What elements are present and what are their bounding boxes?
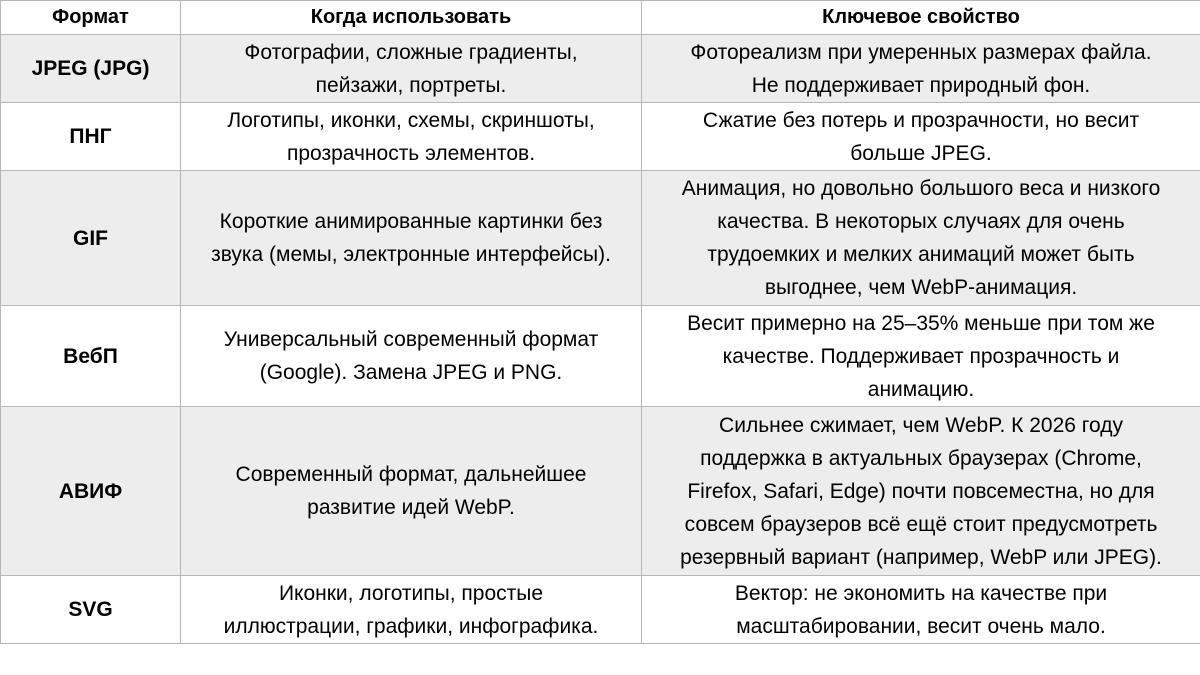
format-cell: JPEG (JPG)	[1, 35, 181, 103]
property-cell	[642, 576, 1200, 644]
table-row-jpeg	[1, 35, 1200, 103]
header-format: Формат	[1, 1, 181, 35]
when-line: развитие идей WebP.	[307, 496, 515, 519]
property-line: Не поддерживает природный фон.	[751, 73, 1091, 97]
property-line: Весит примерно на 25–35% меньше при том же	[687, 311, 1155, 335]
table-row-svg	[1, 576, 1200, 644]
property-cell	[642, 171, 1200, 306]
when-line: иллюстрации, графики, инфографика.	[223, 614, 599, 638]
format-cell: ВебП	[1, 306, 181, 407]
property-line: больше JPEG.	[850, 141, 992, 165]
property-line: анимацию.	[867, 377, 975, 401]
header-when: Когда использовать	[181, 1, 642, 35]
format-cell: GIF	[1, 171, 181, 306]
table-row-png	[1, 103, 1200, 171]
header-row	[1, 1, 1200, 35]
when-cell	[181, 171, 642, 306]
property-line: Сильнее сжимает, чем WebP. К 2026 году	[719, 413, 1123, 437]
when-line: Логотипы, иконки, схемы, скриншоты,	[227, 108, 595, 132]
property-cell	[642, 35, 1200, 103]
header-property: Ключевое свойство	[642, 1, 1200, 35]
when-line: Фотографии, сложные градиенты,	[244, 40, 578, 64]
when-cell	[181, 103, 642, 171]
property-line: масштабировании, весит очень мало.	[736, 614, 1106, 638]
table-row-avif	[1, 407, 1200, 576]
when-cell	[181, 35, 642, 103]
property-line: Анимация, но довольно большого веса и низкого	[681, 177, 1161, 200]
table-row-webp	[1, 306, 1200, 407]
property-line: Фотореализм при умеренных размерах файла.	[690, 40, 1152, 64]
property-cell	[642, 407, 1200, 576]
property-line: качестве. Поддерживает прозрачность и	[722, 344, 1120, 368]
property-line: совсем браузеров всё ещё стоит предусмотреть	[684, 512, 1158, 536]
when-line: Универсальный современный формат	[223, 328, 599, 351]
when-line: Иконки, логотипы, простые	[278, 581, 544, 605]
property-line: Вектор: не экономить на качестве при	[734, 581, 1108, 605]
property-cell	[642, 306, 1200, 407]
table-row-gif	[1, 171, 1200, 306]
property-line: Сжатие без потерь и прозрачности, но весит	[702, 108, 1140, 132]
property-line: выгоднее, чем WebP-анимация.	[764, 276, 1078, 299]
when-line: Современный формат, дальнейшее	[235, 463, 587, 486]
when-cell	[181, 306, 642, 407]
property-line: Firefox, Safari, Edge) почти повсеместна, но для	[687, 479, 1155, 503]
property-line: качества. В некоторых случаях для очень	[717, 210, 1125, 233]
property-cell	[642, 103, 1200, 171]
when-line: звука (мемы, электронные интерфейсы).	[211, 243, 611, 266]
format-cell: ПНГ	[1, 103, 181, 171]
format-cell: SVG	[1, 576, 181, 644]
when-cell	[181, 407, 642, 576]
when-line: пейзажи, портреты.	[315, 73, 507, 97]
format-cell: АВИФ	[1, 407, 181, 576]
when-line: Короткие анимированные картинки без	[219, 210, 603, 233]
when-line: прозрачность элементов.	[286, 141, 536, 165]
property-line: поддержка в актуальных браузерах (Chrome,	[700, 446, 1142, 470]
property-line: трудоемких и мелких анимаций может быть	[707, 243, 1135, 266]
when-line: (Google). Замена JPEG и PNG.	[259, 361, 563, 384]
when-cell	[181, 576, 642, 644]
property-line: резервный вариант (например, WebP или JPEG).	[680, 545, 1162, 569]
